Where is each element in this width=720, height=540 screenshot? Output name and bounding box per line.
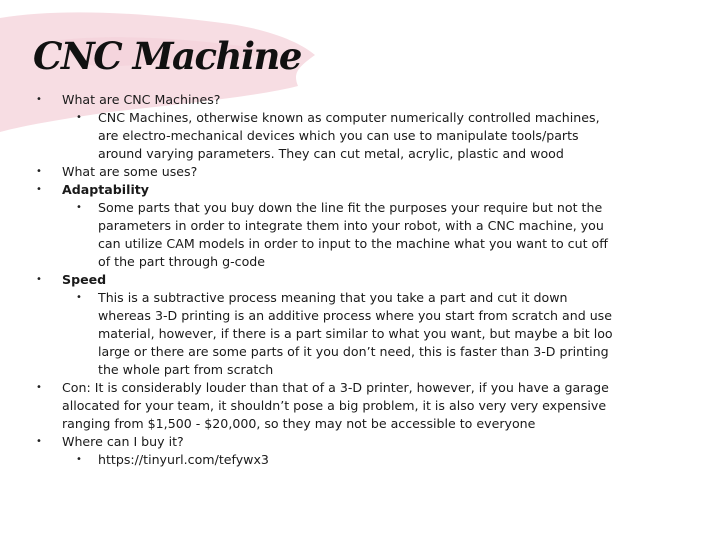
bullet-text: Adaptability — [62, 182, 149, 197]
bullet-glyph: • — [36, 382, 42, 393]
bullet-continuation: whereas 3-D printing is an additive process where you start from scratch and use — [98, 308, 612, 323]
bullet-continuation: are electro-mechanical devices which you can use to manipulate tools/parts — [98, 128, 579, 143]
bullet-continuation: of the part through g-code — [98, 254, 266, 269]
bullet-continuation: the whole part from scratch — [98, 362, 274, 377]
bullet-continuation: parameters in order to integrate them into your robot, with a CNC machine, you — [98, 218, 604, 233]
bullet-continuation: around varying parameters. They can cut metal, acrylic, plastic and wood — [98, 146, 564, 161]
bullet-glyph: • — [36, 184, 42, 195]
bullet-glyph: • — [76, 202, 82, 213]
bullet-continuation: can utilize CAM models in order to input to the machine what you want to cut off — [98, 236, 608, 251]
bullet-glyph: • — [36, 94, 42, 105]
sub-bullet-text: Some parts that you buy down the line fit the purposes your require but not the — [98, 200, 603, 215]
bullet-glyph: • — [36, 436, 42, 447]
bullet-text: What are CNC Machines? — [62, 92, 221, 107]
bullet-glyph: • — [36, 166, 42, 177]
bullet-continuation: large or there are some parts of it you don’t need, this is faster than 3-D printing — [98, 344, 609, 359]
bullet-continuation: allocated for your team, it shouldn’t pose a big problem, it is also very very expensive — [62, 398, 607, 413]
bullet-text: What are some uses? — [62, 164, 198, 179]
bullet-continuation: material, however, if there is a part similar to what you want, but maybe a bit loo — [98, 326, 613, 341]
bullet-continuation: ranging from $1,500 - $20,000, so they may not be accessible to everyone — [62, 416, 536, 431]
bullet-glyph: • — [76, 292, 82, 303]
bullet-text: Speed — [62, 272, 107, 287]
sub-bullet-text: CNC Machines, otherwise known as computer numerically controlled machines, — [98, 110, 600, 125]
sub-bullet-text: https://tinyurl.com/tefywx3 — [98, 452, 269, 467]
bullet-text: Where can I buy it? — [62, 434, 184, 449]
bullet-glyph: • — [36, 274, 42, 285]
bullet-glyph: • — [76, 112, 82, 123]
slide-title: CNC Machine — [33, 34, 301, 78]
bullet-glyph: • — [76, 454, 82, 465]
bullet-text: Con: It is considerably louder than that of a 3-D printer, however, if you have a garage — [62, 380, 609, 395]
sub-bullet-text: This is a subtractive process meaning that you take a part and cut it down — [98, 290, 568, 305]
